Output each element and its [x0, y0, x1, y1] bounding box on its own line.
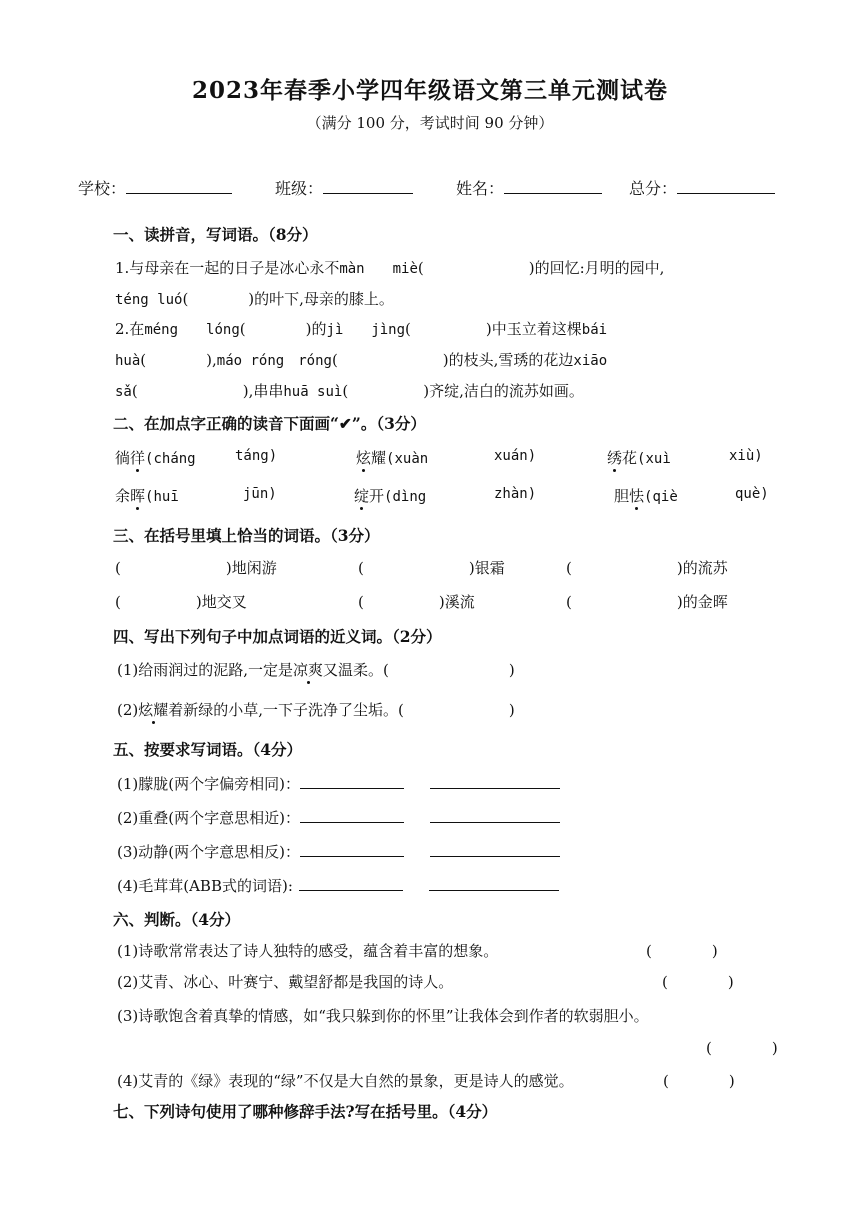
s2-item-6: 胆怯(qiè	[614, 487, 678, 505]
s3-r2-c3[interactable]: ( )的金晖	[566, 593, 728, 611]
s5-q1-blank-b[interactable]	[430, 773, 560, 789]
section-4-title: 四、写出下列句子中加点词语的近义词。（2分）	[113, 627, 442, 646]
s6-q4-paren[interactable]: ( )	[663, 1072, 735, 1090]
s5-q2-blank-a[interactable]	[300, 807, 404, 823]
s4-q2: (2)炫耀着新绿的小草,一下子洗净了尘垢。( )	[117, 701, 515, 719]
school-blank[interactable]	[126, 177, 232, 194]
s2-item-6-py2: què)	[735, 486, 769, 502]
s6-q3: (3)诗歌饱含着真挚的情感，如“我只躲到你的怀里”让我体会到作者的软弱胆小。	[117, 1007, 649, 1025]
s5-q4-blank-a[interactable]	[299, 875, 403, 891]
s1-line-5: sǎ( ),串串huā suì( )齐绽,洁白的流苏如画。	[115, 382, 584, 400]
s2-item-5-py2: zhàn)	[494, 486, 537, 502]
s3-r1-c2[interactable]: ( )银霜	[358, 559, 505, 577]
section-6-title: 六、判断。（4分）	[113, 910, 241, 929]
s6-q2: (2)艾青、冰心、叶赛宁、戴望舒都是我国的诗人。	[117, 973, 454, 991]
s2-item-1: 徜徉(cháng	[115, 449, 196, 467]
s2-item-5: 绽开(dìng	[354, 487, 427, 505]
s5-q4: (4)毛茸茸(ABB式的词语):	[117, 875, 559, 896]
s2-item-4-py2: jūn)	[243, 486, 277, 502]
page-title: 2023年春季小学四年级语文第三单元测试卷	[191, 77, 668, 104]
s6-q1-paren[interactable]: ( )	[646, 942, 718, 960]
s3-r2-c2[interactable]: ( )溪流	[358, 593, 475, 611]
s5-q3-blank-b[interactable]	[430, 841, 560, 857]
name-label: 姓名：	[456, 179, 505, 198]
s5-q3: (3)动静(两个字意思相反)：	[117, 841, 560, 862]
s2-item-3: 绣花(xuì	[607, 449, 671, 467]
section-1-title: 一、读拼音，写词语。（8分）	[113, 225, 318, 244]
s5-q4-blank-b[interactable]	[429, 875, 559, 891]
s1-line-1: 1.与母亲在一起的日子是冰心永不màn miè( )的回忆:月明的园中,	[115, 259, 665, 277]
s5-q2: (2)重叠(两个字意思相近)：	[117, 807, 560, 828]
class-field[interactable]	[275, 176, 413, 199]
s5-q2-blank-b[interactable]	[430, 807, 560, 823]
total-blank[interactable]	[677, 177, 775, 194]
s2-item-3-py2: xiù)	[729, 448, 763, 464]
section-3-title: 三、在括号里填上恰当的词语。（3分）	[113, 526, 380, 545]
s6-q2-paren[interactable]: ( )	[662, 973, 734, 991]
section-7-title: 七、下列诗句使用了哪种修辞手法?写在括号里。（4分）	[113, 1102, 498, 1121]
class-label: 班级：	[275, 179, 324, 198]
total-label: 总分：	[629, 179, 678, 198]
section-5-title: 五、按要求写词语。（4分）	[113, 740, 303, 759]
total-field[interactable]	[629, 176, 775, 199]
s1-line-2: téng luó( )的叶下,母亲的膝上。	[115, 290, 394, 308]
s2-item-4: 余晖(huī	[115, 487, 179, 505]
name-field[interactable]	[456, 176, 602, 199]
section-2-title: 二、在加点字正确的读音下面画“✔”。（3分）	[113, 414, 426, 433]
s6-q4: (4)艾青的《绿》表现的“绿”不仅是大自然的景象，更是诗人的感觉。	[117, 1072, 574, 1090]
s1-line-3: 2.在méng lóng( )的jì jìng( )中玉立着这棵bái	[115, 320, 608, 338]
s6-q1: (1)诗歌常常表达了诗人独特的感受，蕴含着丰富的想象。	[117, 942, 499, 960]
s1-line-4: huà( ),máo róng róng( )的枝头,雪琇的花边xiāo	[115, 351, 608, 369]
s2-item-2-py2: xuán)	[494, 448, 537, 464]
s3-r1-c1[interactable]: ( )地闲游	[115, 559, 277, 577]
s5-q1-blank-a[interactable]	[300, 773, 404, 789]
s5-q3-blank-a[interactable]	[300, 841, 404, 857]
school-field[interactable]	[78, 176, 232, 199]
s4-q1: (1)给雨润过的泥路,一定是凉爽又温柔。( )	[117, 661, 515, 679]
s3-r2-c1[interactable]: ( )地交叉	[115, 593, 247, 611]
school-label: 学校：	[78, 179, 127, 198]
s2-item-1-py2: táng)	[235, 448, 278, 464]
s5-q1: (1)朦胧(两个字偏旁相同)：	[117, 773, 560, 794]
name-blank[interactable]	[504, 177, 602, 194]
page-subtitle: （满分 100 分，考试时间 90 分钟）	[306, 114, 554, 132]
class-blank[interactable]	[323, 177, 413, 194]
s6-q3-paren[interactable]: ( )	[706, 1039, 778, 1057]
s3-r1-c3[interactable]: ( )的流苏	[566, 559, 728, 577]
s2-item-2: 炫耀(xuàn	[356, 449, 429, 467]
